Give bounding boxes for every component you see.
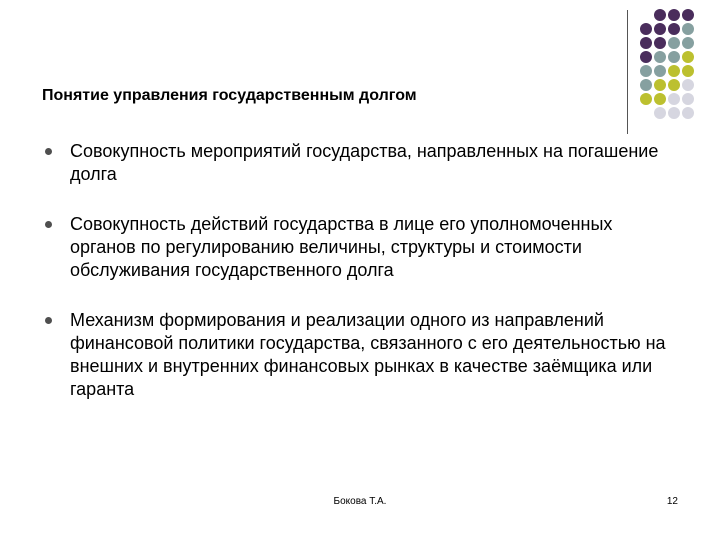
decor-dot xyxy=(654,107,666,119)
decor-dot xyxy=(668,107,680,119)
list-item-text: Совокупность действий государства в лице его уполномоченных органов по регулированию величины, структуры и стоимости обслуживания государственного долга xyxy=(70,214,613,280)
list-item xyxy=(42,309,682,401)
decor-dot xyxy=(682,9,694,21)
dot-grid-decoration xyxy=(640,9,720,119)
decor-dot xyxy=(640,93,652,105)
decor-dot xyxy=(640,51,652,63)
decor-dot xyxy=(682,37,694,49)
decor-dot xyxy=(640,65,652,77)
decor-dot xyxy=(682,51,694,63)
decor-dot xyxy=(682,65,694,77)
decor-dot xyxy=(668,37,680,49)
list-item-text: Механизм формирования и реализации одного из направлений финансовой политики государства, связанного с его деятельностью на внешних и внутренних финансовых рынках в качестве заёмщика или гаранта xyxy=(70,310,666,399)
decor-dot xyxy=(640,79,652,91)
footer-author: Бокова Т.А. xyxy=(333,496,387,507)
decor-dot xyxy=(668,79,680,91)
decor-dot xyxy=(640,37,652,49)
decor-dot xyxy=(654,65,666,77)
list-item xyxy=(42,140,682,186)
decor-dot xyxy=(654,79,666,91)
decor-dot xyxy=(654,51,666,63)
decor-dot xyxy=(682,107,694,119)
decor-dot xyxy=(668,51,680,63)
page-number: 12 xyxy=(666,496,678,507)
decor-dot xyxy=(640,23,652,35)
divider-line xyxy=(627,10,628,134)
decor-dot xyxy=(654,9,666,21)
bullet-list xyxy=(42,140,682,401)
decor-dot xyxy=(668,23,680,35)
list-item xyxy=(42,213,682,282)
decor-dot xyxy=(668,65,680,77)
slide-title: Понятие управления государственным долгом xyxy=(42,87,417,104)
bullet-icon xyxy=(45,221,52,228)
decor-dot xyxy=(654,23,666,35)
decor-dot xyxy=(682,23,694,35)
decor-dot xyxy=(668,93,680,105)
decor-dot xyxy=(682,79,694,91)
bullet-icon xyxy=(45,317,52,324)
decor-dot xyxy=(654,37,666,49)
decor-dot xyxy=(654,93,666,105)
list-item-text: Совокупность мероприятий государства, направленных на погашение долга xyxy=(70,141,659,184)
decor-dot xyxy=(668,9,680,21)
decor-dot xyxy=(682,93,694,105)
bullet-icon xyxy=(45,148,52,155)
